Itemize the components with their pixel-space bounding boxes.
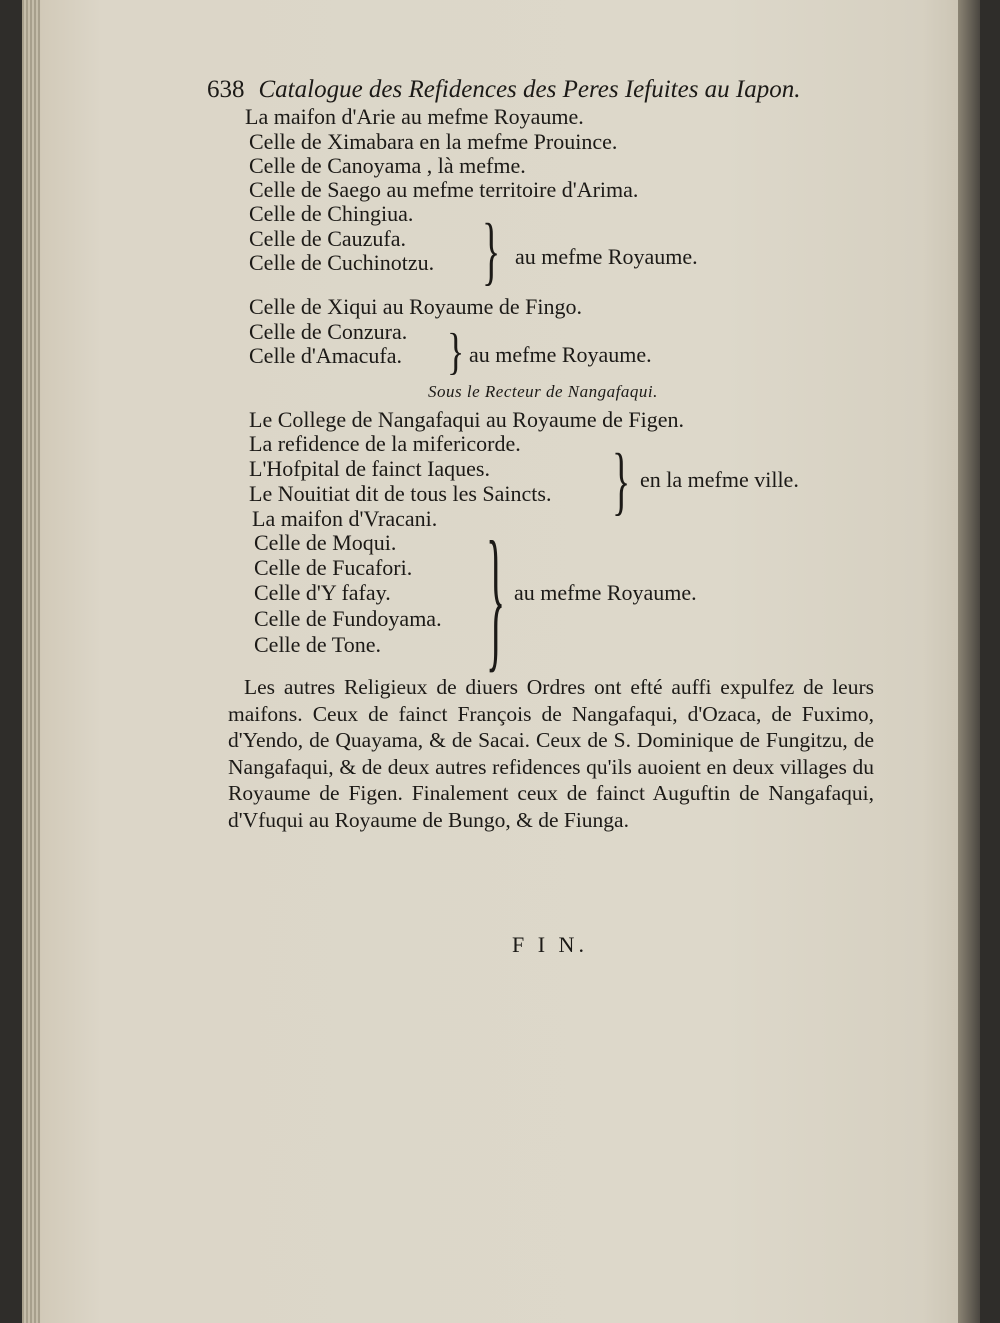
list-item: L'Hofpital de fainct Iaques.	[249, 456, 490, 481]
end-mark: F I N.	[512, 932, 588, 957]
running-header	[207, 76, 801, 104]
list-item: Celle d'Y fafay.	[254, 580, 391, 605]
list-item: Celle de Moqui.	[254, 530, 397, 555]
brace-icon: }	[482, 210, 501, 294]
list-item: Celle de Saego au mefme territoire d'Arima.	[249, 177, 639, 202]
list-item: Celle d'Amacufa.	[249, 343, 403, 368]
group-note: au mefme Royaume.	[469, 342, 652, 367]
group-note: au mefme Royaume.	[514, 580, 697, 605]
list-item: Celle de Fundoyama.	[254, 606, 442, 631]
list-item: Celle de Canoyama , là mefme.	[249, 153, 526, 178]
list-item: Celle de Chingiua.	[249, 201, 414, 226]
body-paragraph: Les autres Religieux de diuers Ordres ont efté auffi expulfez de leurs maifons. Ceux de fainct François de Nangafaqui, d'Ozaca, de Fuximo, d'Yendo, de Quayama, & de Sacai. Ceux de S. Dominique de Fungitzu, de Nangafaqui, & de deux autres refidences qu'ils auoient en deux villages du Royaume de Figen. Finalement ceux de fainct Auguftin de Nangafaqui, d'Vfuqui au Royaume de Bungo, & de Fiunga.	[228, 675, 874, 832]
list-item: Celle de Tone.	[254, 632, 381, 657]
brace-icon: }	[486, 507, 506, 687]
list-item: Le College de Nangafaqui au Royaume de Figen.	[249, 407, 684, 432]
list-item: Celle de Cauzufa.	[249, 226, 406, 251]
section-heading: Sous le Recteur de Nangafaqui.	[428, 382, 658, 401]
binding-shadow	[958, 0, 980, 1323]
group-note: au mefme Royaume.	[515, 244, 698, 269]
list-item: La refidence de la mifericorde.	[249, 431, 521, 456]
group-note: en la mefme ville.	[640, 467, 799, 492]
page-number: 638	[207, 76, 245, 103]
list-item: Celle de Xiqui au Royaume de Fingo.	[249, 294, 582, 319]
brace-icon: }	[447, 323, 465, 380]
list-item: Celle de Fucafori.	[254, 555, 413, 580]
page-edges	[22, 0, 40, 1323]
list-item: Le Nouitiat dit de tous les Saincts.	[249, 481, 552, 506]
list-item: La maifon d'Arie au mefme Royaume.	[245, 104, 584, 129]
list-item: La maifon d'Vracani.	[252, 506, 438, 531]
list-item: Celle de Cuchinotzu.	[249, 250, 435, 275]
list-item: Celle de Conzura.	[249, 319, 408, 344]
list-item: Celle de Ximabara en la mefme Prouince.	[249, 129, 618, 154]
running-title: Catalogue des Refidences des Peres Iefuites au Iapon.	[258, 76, 801, 103]
brace-icon: }	[612, 440, 631, 524]
